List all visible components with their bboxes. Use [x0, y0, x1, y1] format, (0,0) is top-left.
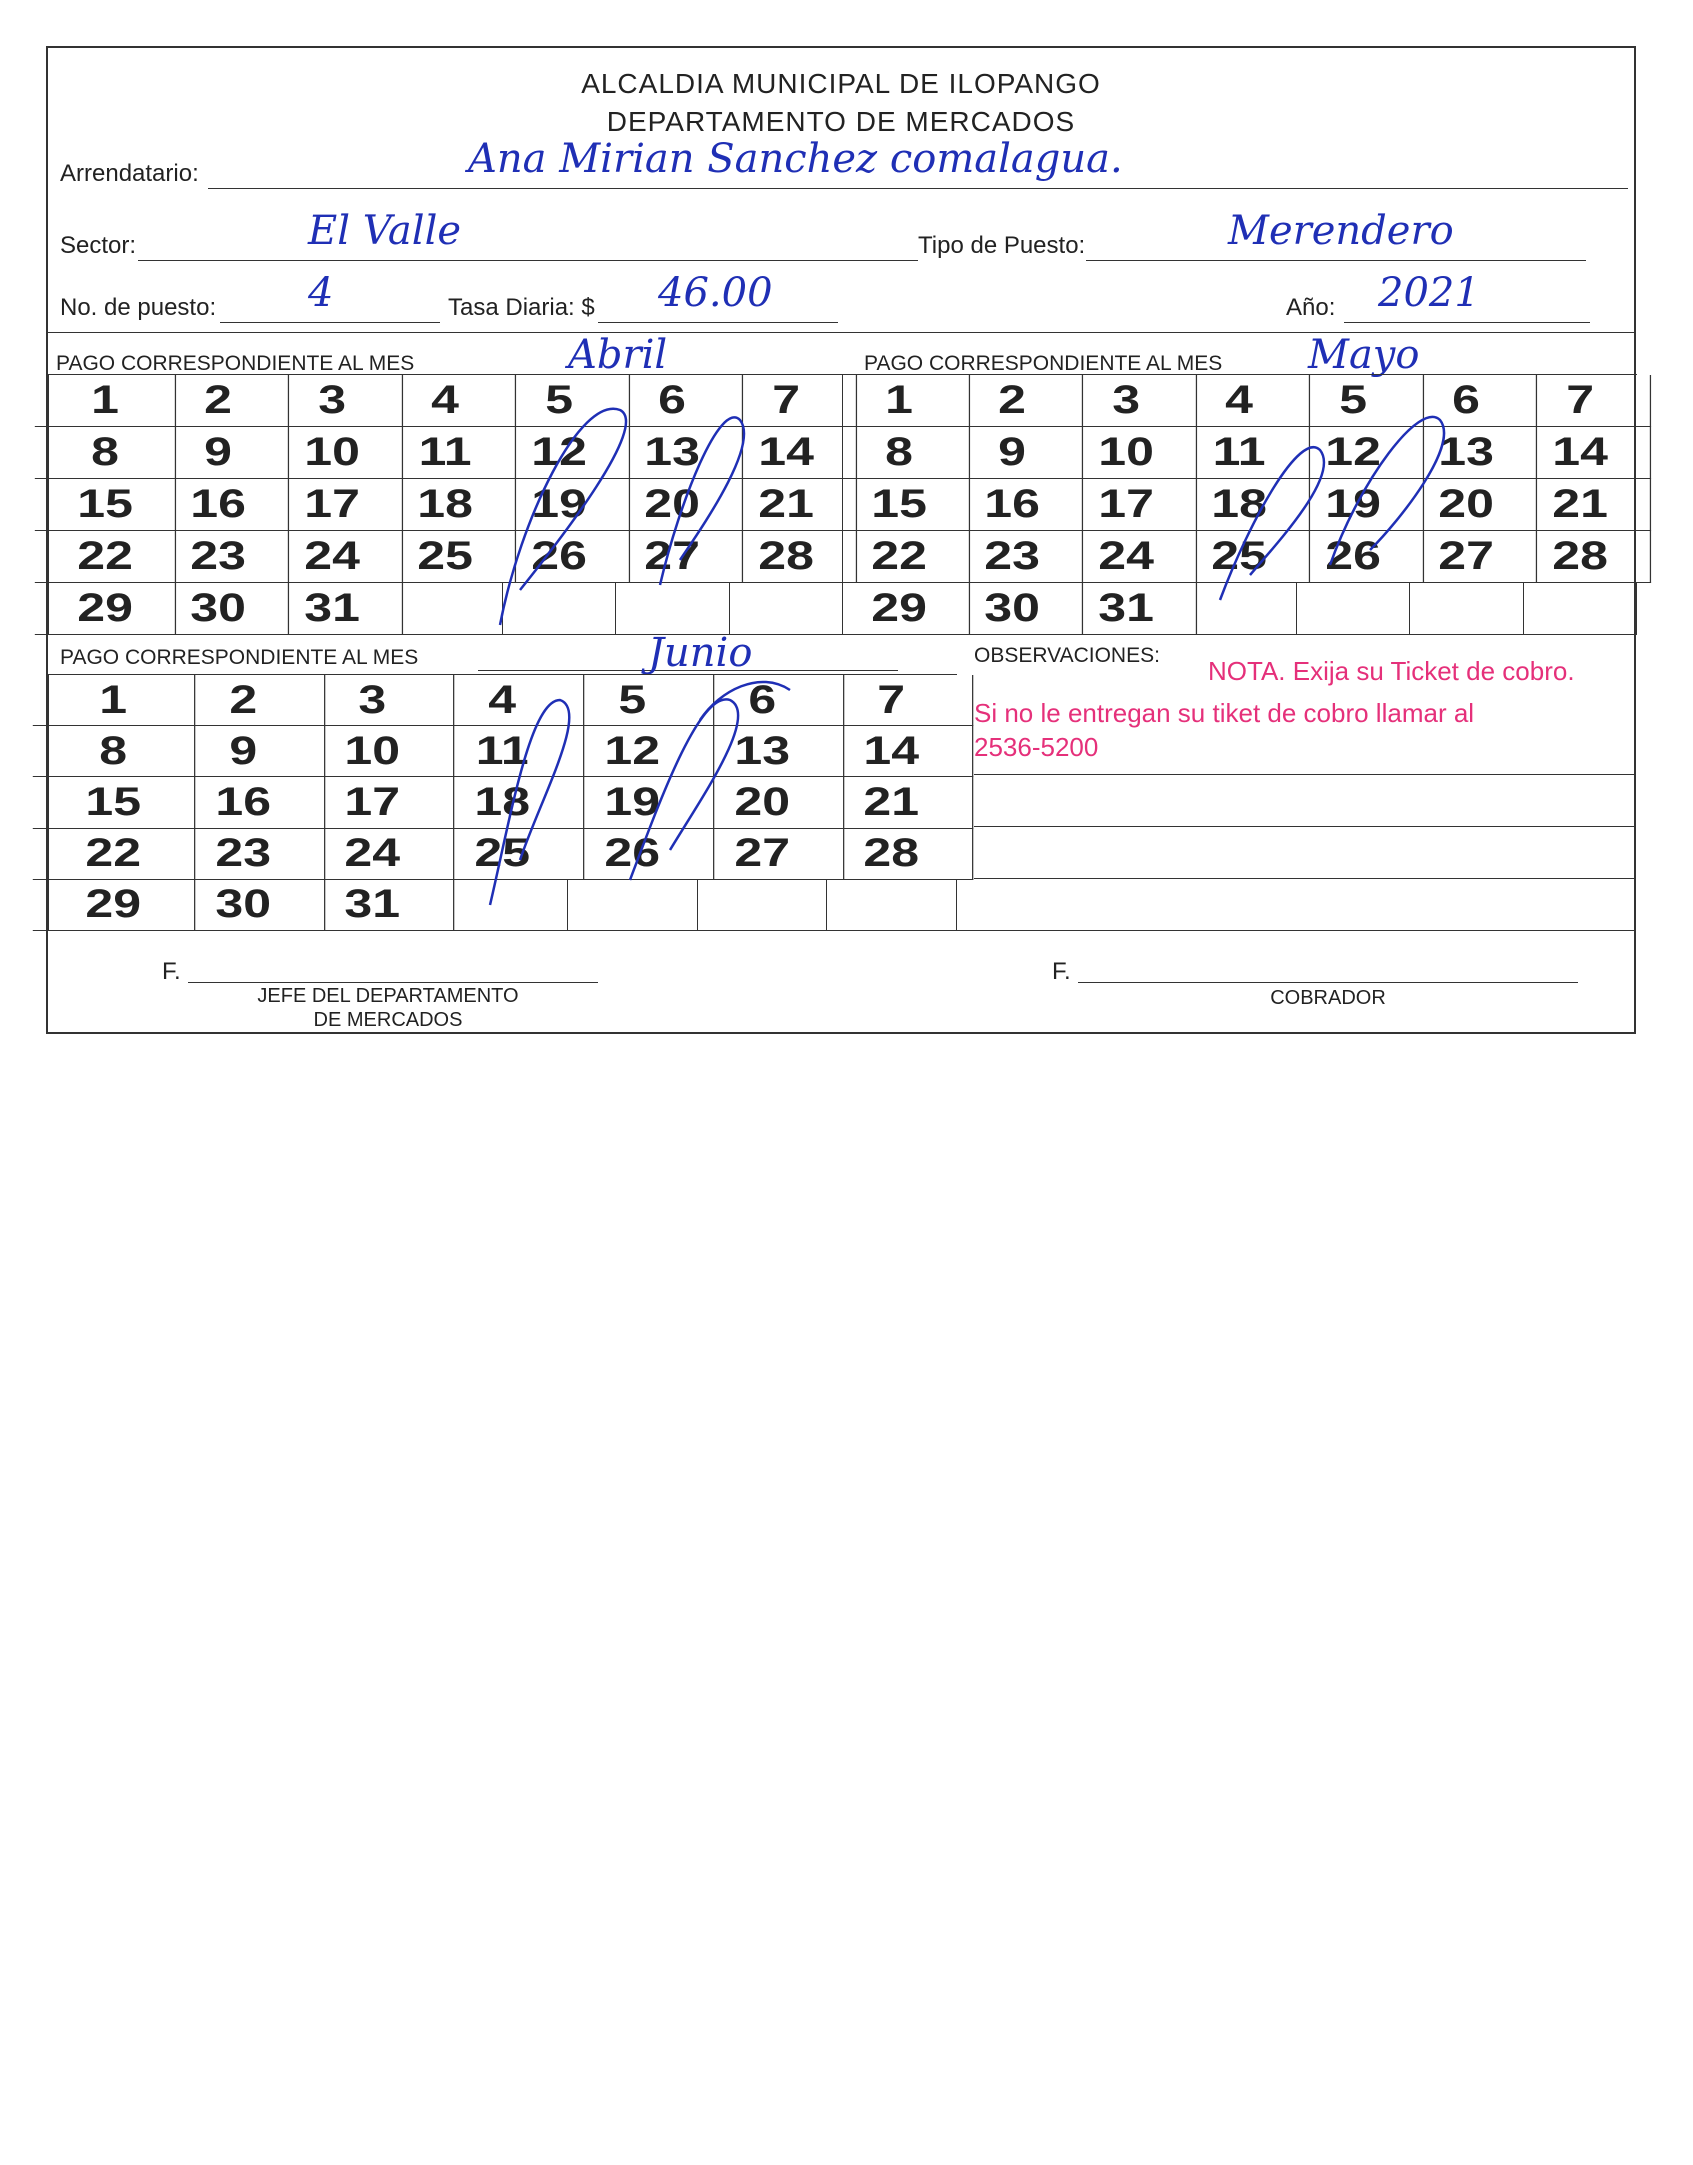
abril-day-cell: 13 [602, 427, 744, 479]
junio-day-cell: 26 [552, 829, 714, 880]
nota-line2: Si no le entregan su tiket de cobro llamar al [974, 698, 1475, 728]
loop-mark [490, 700, 569, 905]
junio-day-cell: 21 [811, 777, 973, 828]
arrendatario-label: Arrendatario: [60, 160, 199, 187]
mayo-day-cell: 10 [1056, 427, 1198, 479]
mayo-day-cell: 15 [829, 479, 971, 531]
arrendatario-value: Ana Mirian Sanchez comalagua. [468, 136, 1123, 182]
abril-day-cell: 26 [489, 531, 631, 583]
junio-day-cell: 11 [422, 726, 584, 777]
loop-mark [700, 682, 790, 720]
abril-day-cell: 14 [715, 427, 857, 479]
sector-label: Sector: [60, 232, 137, 259]
month2-value: Mayo [1308, 332, 1420, 378]
abril-day-cell: 24 [262, 531, 404, 583]
junio-day-cell: 14 [811, 726, 973, 777]
mayo-day-cell: 22 [829, 531, 971, 583]
mayo-day-cell: 23 [942, 531, 1084, 583]
mayo-day-cell: 2 [942, 375, 1084, 427]
abril-day-cell: 30 [148, 583, 290, 635]
abril-day-cell: 28 [715, 531, 857, 583]
mayo-day-cell: 24 [1056, 531, 1198, 583]
mayo-day-cell: 26 [1283, 531, 1425, 583]
anio-label: Año: [1286, 294, 1336, 321]
junio-day-cell: 7 [811, 675, 973, 726]
junio-day-cell: 17 [292, 777, 454, 828]
mayo-day-cell: 9 [942, 427, 1084, 479]
puesto-label: No. de puesto: [60, 294, 217, 321]
abril-day-cell: 5 [489, 375, 631, 427]
mayo-day-cell: 7 [1509, 375, 1651, 427]
abril-day-cell: 25 [375, 531, 517, 583]
tasa-label: Tasa Diaria: $ [448, 294, 595, 321]
mayo-day-cell: 21 [1509, 479, 1651, 531]
junio-day-cell: 29 [33, 880, 195, 931]
mayo-day-cell: 13 [1396, 427, 1538, 479]
mayo-day-cell: 19 [1283, 479, 1425, 531]
mayo-day-cell: 31 [1056, 583, 1198, 635]
sig-left-prefix: F. [162, 958, 181, 985]
mayo-day-cell: 17 [1056, 479, 1198, 531]
abril-day-cell: 12 [489, 427, 631, 479]
abril-day-cell: 10 [262, 427, 404, 479]
abril-day-cell: 1 [35, 375, 177, 427]
junio-day-cell: 16 [162, 777, 324, 828]
nota-phone: 2536-5200 [974, 732, 1099, 762]
abril-day-cell: 19 [489, 479, 631, 531]
junio-day-cell: 3 [292, 675, 454, 726]
mayo-day-cell: 6 [1396, 375, 1538, 427]
junio-day-cell: 5 [552, 675, 714, 726]
junio-day-cell: 25 [422, 829, 584, 880]
junio-day-cell: 2 [162, 675, 324, 726]
junio-day-cell: 13 [681, 726, 843, 777]
mayo-day-cell: 27 [1396, 531, 1538, 583]
nota-text: NOTA. Exija su Ticket de cobro. [1208, 656, 1575, 686]
abril-day-cell: 18 [375, 479, 517, 531]
sig-right-prefix: F. [1052, 958, 1071, 985]
mayo-day-cell: 1 [829, 375, 971, 427]
loop-mark [500, 409, 626, 625]
mayo-day-cell: 18 [1169, 479, 1311, 531]
mayo-day-cell: 4 [1169, 375, 1311, 427]
sig-left-caption-1: JEFE DEL DEPARTAMENTO [257, 985, 519, 1007]
junio-day-cell: 28 [811, 829, 973, 880]
header-line1: ALCALDIA MUNICIPAL DE ILOPANGO [581, 68, 1101, 99]
junio-day-cell: 6 [681, 675, 843, 726]
junio-day-cell: 4 [422, 675, 584, 726]
tipo-puesto-label: Tipo de Puesto: [918, 232, 1086, 259]
abril-day-cell: 11 [375, 427, 517, 479]
sig-right-caption: COBRADOR [1270, 987, 1386, 1009]
tipo-puesto-value: Merendero [1228, 208, 1454, 254]
junio-day-cell: 12 [552, 726, 714, 777]
junio-day-cell: 1 [33, 675, 195, 726]
junio-day-cell: 23 [162, 829, 324, 880]
abril-day-cell: 3 [262, 375, 404, 427]
header-line2: DEPARTAMENTO DE MERCADOS [606, 106, 1076, 137]
abril-day-cell: 20 [602, 479, 744, 531]
junio-day-cell: 15 [33, 777, 195, 828]
mayo-day-cell: 29 [829, 583, 971, 635]
mayo-day-cell: 16 [942, 479, 1084, 531]
anio-value: 2021 [1378, 270, 1480, 316]
sector-value: El Valle [308, 208, 462, 254]
puesto-value: 4 [308, 270, 334, 316]
junio-day-cell: 9 [162, 726, 324, 777]
junio-day-cell: 31 [292, 880, 454, 931]
mayo-day-cell: 8 [829, 427, 971, 479]
abril-day-cell: 9 [148, 427, 290, 479]
abril-day-cell: 21 [715, 479, 857, 531]
abril-day-cell: 17 [262, 479, 404, 531]
loop-mark [1220, 447, 1324, 600]
mayo-day-cell: 25 [1169, 531, 1311, 583]
abril-day-cell: 31 [262, 583, 404, 635]
abril-day-cell: 27 [602, 531, 744, 583]
mayo-day-cell: 3 [1056, 375, 1198, 427]
junio-day-cell: 8 [33, 726, 195, 777]
junio-day-cell: 27 [681, 829, 843, 880]
mayo-day-cell: 14 [1509, 427, 1651, 479]
junio-day-cell: 10 [292, 726, 454, 777]
month2-label: PAGO CORRESPONDIENTE AL MES [864, 352, 1223, 375]
month1-label: PAGO CORRESPONDIENTE AL MES [56, 352, 415, 375]
abril-day-cell: 6 [602, 375, 744, 427]
abril-day-cell: 29 [35, 583, 177, 635]
junio-day-cell: 20 [681, 777, 843, 828]
junio-day-cell: 24 [292, 829, 454, 880]
mayo-day-cell: 12 [1283, 427, 1425, 479]
abril-day-cell: 15 [35, 479, 177, 531]
junio-day-cell: 30 [162, 880, 324, 931]
observaciones-label: OBSERVACIONES: [974, 644, 1160, 667]
month1-value: Abril [568, 332, 668, 378]
loop-mark [1330, 417, 1444, 565]
mayo-day-cell: 5 [1283, 375, 1425, 427]
sig-left-caption-2: DE MERCADOS [313, 1009, 463, 1031]
month3-label: PAGO CORRESPONDIENTE AL MES [60, 646, 419, 669]
junio-day-cell: 22 [33, 829, 195, 880]
abril-day-cell: 2 [148, 375, 290, 427]
mayo-day-cell: 30 [942, 583, 1084, 635]
tasa-value: 46.00 [658, 270, 773, 316]
month3-value: Junio [648, 630, 753, 676]
loop-mark [630, 699, 738, 880]
abril-day-cell: 4 [375, 375, 517, 427]
mayo-day-cell: 11 [1169, 427, 1311, 479]
abril-day-cell: 7 [715, 375, 857, 427]
mayo-day-cell: 20 [1396, 479, 1538, 531]
junio-day-cell: 19 [552, 777, 714, 828]
abril-day-cell: 22 [35, 531, 177, 583]
abril-day-cell: 23 [148, 531, 290, 583]
abril-day-cell: 8 [35, 427, 177, 479]
loop-mark [660, 417, 744, 585]
junio-day-cell: 18 [422, 777, 584, 828]
abril-day-cell: 16 [148, 479, 290, 531]
mayo-day-cell: 28 [1509, 531, 1651, 583]
